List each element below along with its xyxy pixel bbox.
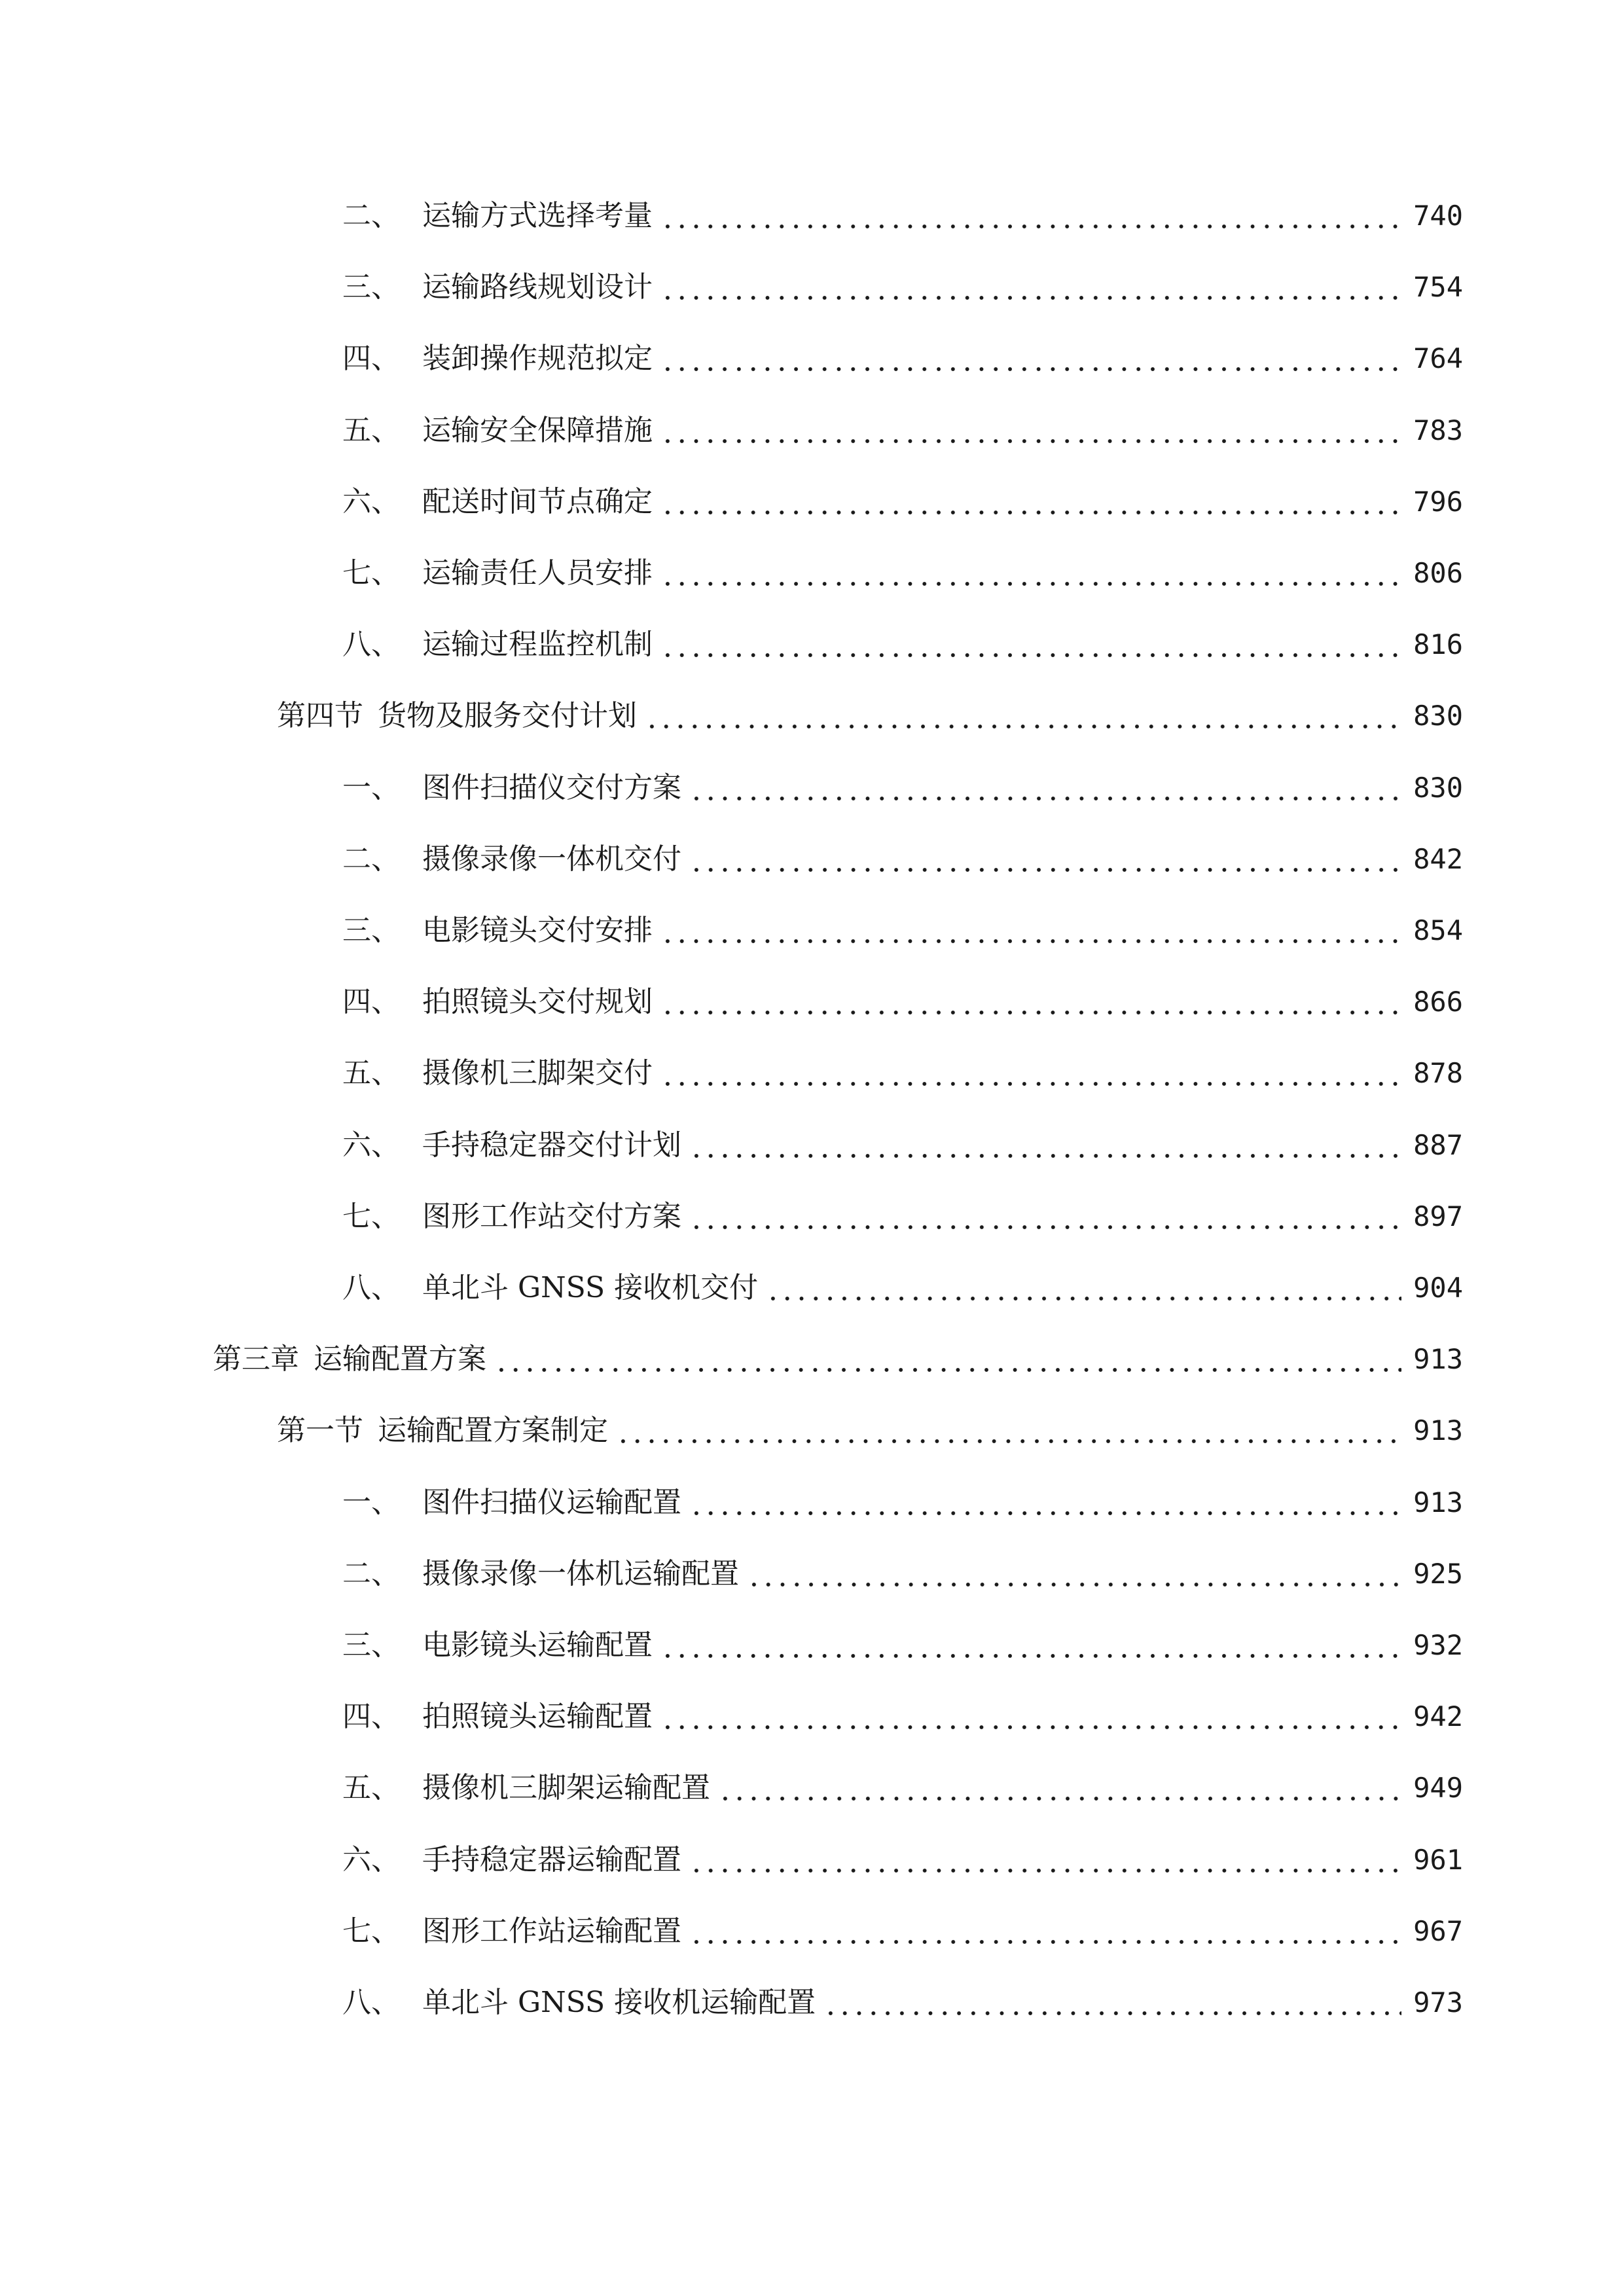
toc-entry-page-number: 830 [1413,772,1463,804]
toc-dot-leader [494,1333,1401,1386]
toc-entry-number: 第一节 [277,1414,363,1447]
toc-entry-item[interactable] [342,1834,1463,1886]
toc-entry-number: 二、 [342,842,400,876]
toc-entry-number: 五、 [342,1771,400,1804]
toc-entry-page-number: 816 [1413,628,1463,660]
toc-entry-page-number: 949 [1413,1772,1463,1804]
toc-entry-page-number: 854 [1413,914,1463,946]
toc-dot-leader [689,1905,1401,1958]
toc-entry-title: 单北斗 GNSS 接收机交付 [422,1271,759,1304]
toc-entry-title: 拍照镜头交付规划 [422,985,653,1018]
toc-dot-leader [689,833,1401,886]
toc-entry-page-number: 842 [1413,843,1463,875]
toc-dot-leader [660,1047,1401,1100]
toc-entry-page-number: 897 [1413,1200,1463,1232]
toc-entry-title: 装卸操作规范拟定 [422,342,653,375]
toc-entry-number: 二、 [342,1557,400,1590]
toc-entry-title: 图形工作站交付方案 [422,1200,681,1233]
toc-entry-number: 二、 [342,199,400,232]
toc-entry-title: 运输安全保障措施 [422,414,653,447]
toc-entry-item[interactable] [342,190,1463,242]
toc-dot-leader [689,1477,1401,1529]
toc-entry-item[interactable] [342,1762,1463,1814]
toc-entry-title: 货物及服务交付计划 [378,699,637,732]
toc-entry-number: 四、 [342,985,400,1018]
toc-entry-title: 图形工作站运输配置 [422,1914,681,1948]
toc-entry-number: 三、 [342,914,400,947]
toc-entry-item[interactable] [342,905,1463,957]
toc-entry-title: 手持稳定器运输配置 [422,1843,681,1876]
toc-entry-page-number: 830 [1413,700,1463,732]
toc-entry-number: 六、 [342,485,400,518]
toc-entry-page-number: 806 [1413,557,1463,589]
toc-dot-leader [660,190,1401,242]
toc-entry-page-number: 932 [1413,1629,1463,1661]
toc-dot-leader [660,1619,1401,1672]
toc-entry-number: 五、 [342,414,400,447]
toc-entry-item[interactable] [342,476,1463,528]
toc-entry-item[interactable] [342,1262,1463,1314]
toc-dot-leader [660,476,1401,528]
toc-entry-page-number: 973 [1413,1986,1463,2018]
toc-entry-number: 六、 [342,1843,400,1876]
toc-entry-number: 三、 [342,270,400,304]
toc-entry-page-number: 796 [1413,486,1463,518]
toc-dot-leader [660,261,1401,314]
toc-entry-page-number: 925 [1413,1558,1463,1590]
toc-entry-item[interactable] [342,261,1463,314]
toc-dot-leader [660,404,1401,457]
toc-dot-leader [689,1834,1401,1886]
toc-entry-number: 七、 [342,1200,400,1233]
toc-entry-number: 八、 [342,628,400,661]
toc-entry-number: 四、 [342,1700,400,1733]
toc-dot-leader [660,619,1401,671]
toc-entry-page-number: 913 [1413,1414,1463,1446]
toc-entry-item[interactable] [342,1047,1463,1100]
toc-entry-item[interactable] [342,1119,1463,1172]
toc-entry-title: 运输责任人员安排 [422,556,653,590]
toc-entry-item[interactable] [342,1477,1463,1529]
toc-entry-title: 运输过程监控机制 [422,628,653,661]
toc-entry-title: 摄像机三脚架运输配置 [422,1771,710,1804]
toc-entry-page-number: 887 [1413,1129,1463,1161]
toc-entry-title: 手持稳定器交付计划 [422,1128,681,1162]
toc-entry-title: 运输路线规划设计 [422,270,653,304]
toc-entry-number: 一、 [342,1486,400,1519]
toc-entry-page-number: 740 [1413,200,1463,232]
toc-entry-page-number: 754 [1413,271,1463,303]
toc-entry-item[interactable] [342,619,1463,671]
toc-entry-number: 一、 [342,771,400,804]
toc-dot-leader [718,1762,1401,1814]
toc-entry-item[interactable] [342,1691,1463,1743]
toc-dot-leader [645,690,1401,742]
toc-entry-item[interactable] [342,1619,1463,1672]
toc-entry-section[interactable] [277,690,1463,742]
toc-entry-number: 六、 [342,1128,400,1162]
toc-dot-leader [823,1977,1401,2029]
toc-entry-title: 摄像机三脚架交付 [422,1056,653,1090]
toc-entry-number: 八、 [342,1271,400,1304]
toc-entry-number: 第四节 [277,699,363,732]
toc-entry-page-number: 783 [1413,414,1463,446]
toc-entry-title: 配送时间节点确定 [422,485,653,518]
toc-entry-page-number: 866 [1413,986,1463,1018]
toc-dot-leader [766,1262,1401,1314]
toc-entry-title: 运输方式选择考量 [422,199,653,232]
toc-entry-item[interactable] [342,404,1463,457]
toc-entry-number: 七、 [342,556,400,590]
toc-entry-title: 图件扫描仪运输配置 [422,1486,681,1519]
toc-entry-item[interactable] [342,1548,1463,1600]
toc-entry-item[interactable] [342,762,1463,814]
toc-entry-title: 拍照镜头运输配置 [422,1700,653,1733]
toc-dot-leader [689,1191,1401,1243]
toc-dot-leader [660,976,1401,1028]
toc-entry-title: 电影镜头交付安排 [422,914,653,947]
toc-entry-page-number: 913 [1413,1343,1463,1375]
toc-dot-leader [747,1548,1401,1600]
toc-entry-item[interactable] [342,976,1463,1028]
toc-entry-item[interactable] [342,833,1463,886]
toc-entry-item[interactable] [342,1191,1463,1243]
toc-entry-number: 三、 [342,1628,400,1662]
toc-entry-page-number: 904 [1413,1272,1463,1304]
toc-entry-number: 五、 [342,1056,400,1090]
toc-entry-item[interactable] [342,1905,1463,1958]
toc-entry-title: 摄像录像一体机运输配置 [422,1557,739,1590]
toc-entry-number: 四、 [342,342,400,375]
toc-dot-leader [660,547,1401,600]
toc-entry-number: 第三章 [213,1342,299,1376]
toc-entry-title: 运输配置方案 [314,1342,486,1376]
toc-entry-item[interactable] [342,1977,1463,2029]
toc-entry-title: 摄像录像一体机交付 [422,842,681,876]
toc-entry-page-number: 967 [1413,1915,1463,1947]
toc-entry-page-number: 764 [1413,342,1463,374]
toc-entry-title: 电影镜头运输配置 [422,1628,653,1662]
toc-entry-title: 运输配置方案制定 [378,1414,608,1447]
toc-entry-title: 图件扫描仪交付方案 [422,771,681,804]
toc-entry-page-number: 942 [1413,1700,1463,1732]
toc-entry-title: 单北斗 GNSS 接收机运输配置 [422,1986,816,2019]
toc-entry-page-number: 961 [1413,1844,1463,1876]
toc-entry-page-number: 913 [1413,1486,1463,1518]
toc-dot-leader [660,1691,1401,1743]
toc-dot-leader [689,762,1401,814]
toc-entry-number: 八、 [342,1986,400,2019]
toc-dot-leader [660,332,1401,385]
toc-entry-item[interactable] [342,332,1463,385]
toc-entry-chapter[interactable] [213,1333,1463,1386]
toc-entry-section[interactable] [277,1405,1463,1457]
toc-dot-leader [660,905,1401,957]
toc-entry-number: 七、 [342,1914,400,1948]
toc-entry-page-number: 878 [1413,1057,1463,1089]
toc-dot-leader [689,1119,1401,1172]
toc-dot-leader [616,1405,1401,1457]
toc-entry-item[interactable] [342,547,1463,600]
